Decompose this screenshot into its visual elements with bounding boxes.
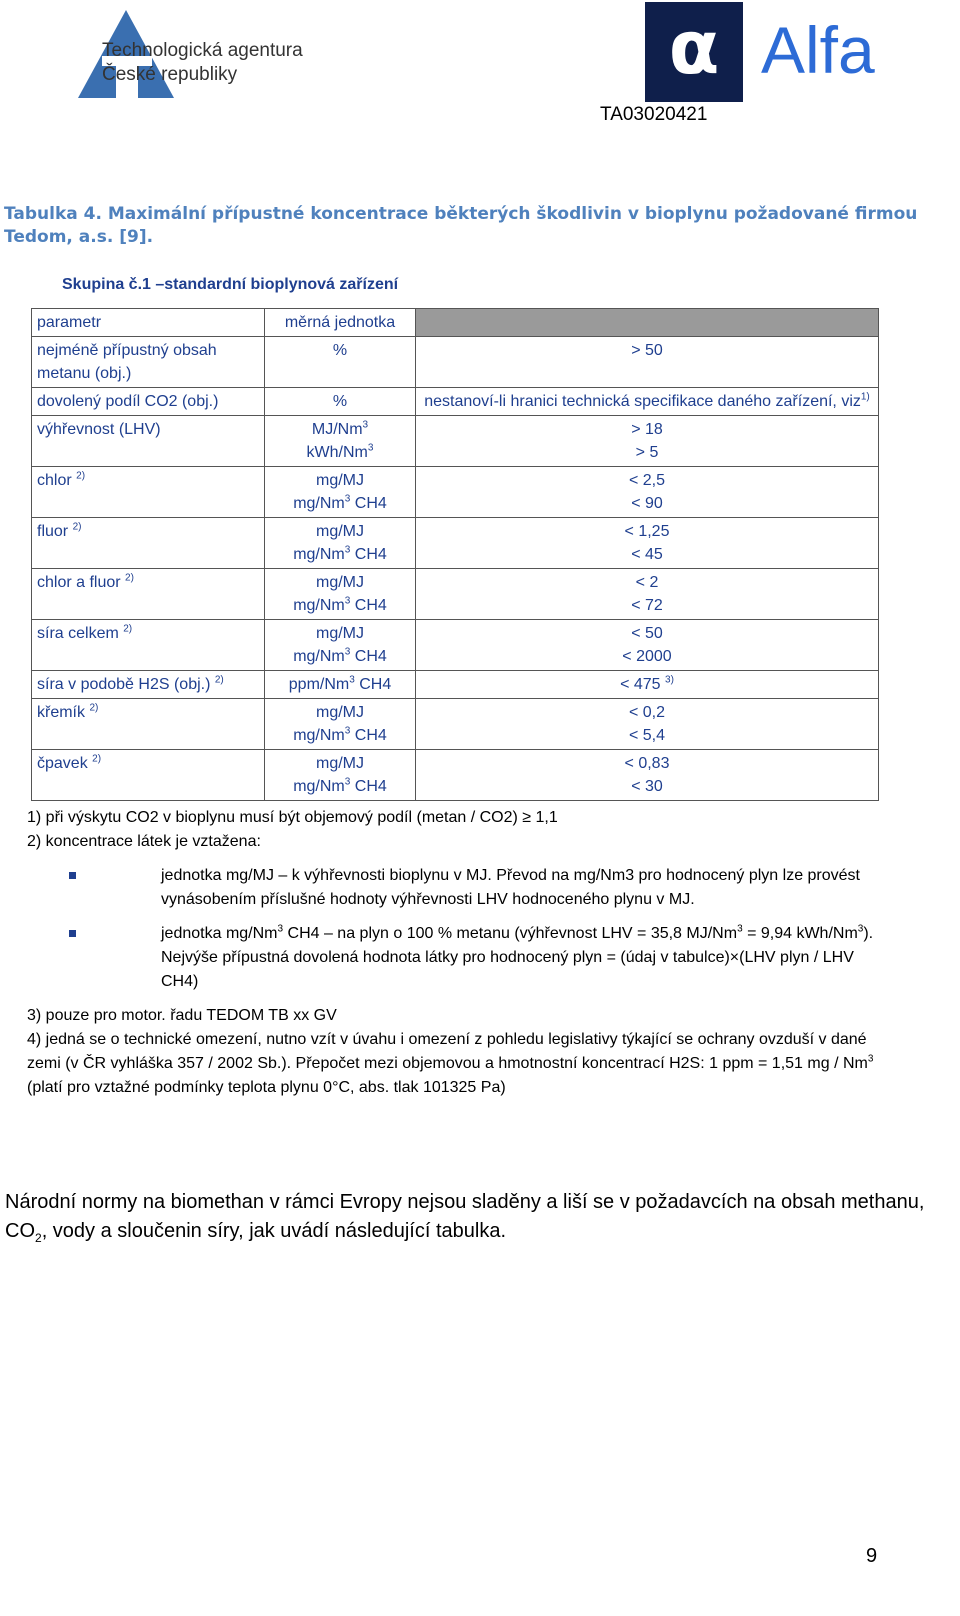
value-footnote: 3) <box>665 674 674 686</box>
table-row <box>32 671 879 699</box>
param-footnote: 2) <box>76 470 86 482</box>
square-bullet-icon <box>69 872 76 879</box>
row-unit <box>265 569 416 620</box>
param-footnote: 2) <box>92 753 102 765</box>
alfa-logo-word: Alfa <box>761 13 875 87</box>
bullet-text-c: = 9,94 kWh/Nm <box>742 925 858 942</box>
unit-line2: mg/Nm <box>293 727 345 744</box>
row-value: > 50 <box>416 337 879 388</box>
page-number: 9 <box>866 1545 878 1567</box>
value-line2: < 30 <box>631 778 663 795</box>
param-text: křemík <box>37 704 85 721</box>
param-footnote: 2) <box>123 623 133 635</box>
table-row <box>32 388 879 416</box>
unit-line2-suffix: CH4 <box>350 546 387 563</box>
param-text: čpavek <box>37 755 88 772</box>
param-footnote: 2) <box>125 572 134 584</box>
param-footnote: 2) <box>89 702 99 714</box>
body-text-b: , vody a sloučenin síry, jak uvádí následující tabulka. <box>41 1220 507 1242</box>
row-value <box>416 620 879 671</box>
alfa-logo-letter: α <box>668 5 720 91</box>
row-value <box>416 699 879 750</box>
unit-line2: mg/Nm <box>293 648 345 665</box>
note-bullet-2 <box>27 922 887 994</box>
param-text: chlor a fluor <box>37 574 121 591</box>
unit-suffix: CH4 <box>354 676 392 693</box>
group-title: Skupina č.1 –standardní bioplynová zařízení <box>62 276 399 293</box>
row-unit: % <box>265 337 416 388</box>
row-param <box>32 620 265 671</box>
unit-line2: mg/Nm <box>293 546 345 563</box>
table-caption: Tabulka 4. Maximální přípustné koncentrace běkterých škodlivin v bioplynu požadované firmou Tedom, a.s. [9]. <box>4 204 918 247</box>
unit-line2: mg/Nm <box>293 778 345 795</box>
table-row <box>32 518 879 569</box>
note-3: 3) pouze pro motor. řadu TEDOM TB xx GV <box>27 1007 337 1024</box>
table-row <box>32 467 879 518</box>
unit-text: ppm/Nm <box>288 676 350 693</box>
value-line1: < 0,83 <box>624 755 670 772</box>
unit-line2-sup: 3 <box>344 595 351 607</box>
row-value <box>416 671 879 699</box>
body-text-a: Národní normy na biomethan v rámci Evropy nejsou sladěny a liší se v požadavcích na obsah methanu, CO <box>5 1191 925 1242</box>
row-param: nejméně přípustný obsah metanu (obj.) <box>32 337 265 388</box>
row-unit <box>265 671 416 699</box>
row-unit <box>265 620 416 671</box>
row-value <box>416 569 879 620</box>
row-unit <box>265 750 416 801</box>
unit-line2-sup: 3 <box>344 646 351 658</box>
value-text: nestanoví-li hranici technická specifikace daného zařízení, viz <box>424 393 861 410</box>
unit-line1: mg/MJ <box>316 574 364 591</box>
unit-line2-suffix: CH4 <box>350 727 387 744</box>
note-4-text-a: 4) jedná se o technické omezení, nutno vzít v úvahu i omezení z pohledu legislativy týkající se ochrany ovzduší v dané zemi (v ČR vyhláška 357 / 2002 Sb.). Přepočet mezi objemovou a hmotnostní koncentrací H2S: 1 ppm = 1,51 mg / Nm <box>27 1031 868 1072</box>
table-row <box>32 416 879 467</box>
row-param <box>32 518 265 569</box>
row-param <box>32 467 265 518</box>
unit-line2-suffix: CH4 <box>350 495 387 512</box>
unit-line2: kWh/Nm <box>306 444 368 461</box>
param-text: chlor <box>37 472 72 489</box>
note-4-sup: 3 <box>867 1053 874 1065</box>
header-unit: měrná jednotka <box>265 309 416 337</box>
row-unit <box>265 467 416 518</box>
unit-line1-sup: 3 <box>362 419 369 431</box>
unit-sup: 3 <box>349 674 355 686</box>
value-line2: < 5,4 <box>628 727 666 744</box>
value-line1: > 18 <box>631 421 663 438</box>
table-row <box>32 620 879 671</box>
bullet-text-b: CH4 – na plyn o 100 % metanu (výhřevnost LHV = 35,8 MJ/Nm <box>283 925 738 942</box>
value-line2: < 90 <box>631 495 663 512</box>
bullet-sup-1: 3 <box>277 923 284 935</box>
row-unit <box>265 416 416 467</box>
value-line2: < 72 <box>631 597 663 614</box>
table-row <box>32 750 879 801</box>
row-value <box>416 416 879 467</box>
row-param: dovolený podíl CO2 (obj.) <box>32 388 265 416</box>
body-subscript: 2 <box>35 1231 42 1245</box>
unit-line2-sup: 3 <box>344 544 351 556</box>
table-header-row <box>32 309 879 337</box>
header-param: parametr <box>32 309 265 337</box>
row-param <box>32 671 265 699</box>
row-unit <box>265 699 416 750</box>
note-2: 2) koncentrace látek je vztažena: <box>27 833 261 850</box>
body-paragraph <box>5 1188 945 1246</box>
unit-line2-suffix: CH4 <box>350 648 387 665</box>
bullet-sup-3: 3 <box>857 923 864 935</box>
alfa-logo-icon <box>645 2 875 102</box>
tacr-name-line1: Technologická agentura <box>102 40 303 61</box>
value-footnote: 1) <box>860 391 870 403</box>
unit-line2-sup: 3 <box>344 776 351 788</box>
value-line1: < 2 <box>635 574 659 591</box>
param-text: síra v podobě H2S (obj.) <box>37 676 211 693</box>
unit-line2: mg/Nm <box>293 495 345 512</box>
note-4 <box>27 1028 887 1100</box>
bullet-text: jednotka mg/MJ – k výhřevnosti bioplynu v MJ. Převod na mg/Nm3 pro hodnocený plyn lze provést vynásobením příslušné hodnoty výhřevnosti LHV hodnoceného plynu v MJ. <box>161 867 860 908</box>
table-row <box>32 337 879 388</box>
header-value <box>416 309 879 337</box>
value-line1: < 1,25 <box>624 523 670 540</box>
unit-line1: mg/MJ <box>316 704 364 721</box>
value-line2: < 45 <box>631 546 663 563</box>
unit-line1: mg/MJ <box>316 625 364 642</box>
value-line2: > 5 <box>635 444 659 461</box>
row-value <box>416 388 879 416</box>
unit-line2-sup: 3 <box>367 442 374 454</box>
unit-line2: mg/Nm <box>293 597 345 614</box>
bullet-text-a: jednotka mg/Nm <box>161 925 278 942</box>
unit-line1: mg/MJ <box>316 523 364 540</box>
project-id: TA03020421 <box>600 104 708 125</box>
note-bullet-1 <box>27 864 887 912</box>
unit-line1: MJ/Nm <box>311 421 363 438</box>
table-notes <box>27 806 887 1100</box>
unit-line1: mg/MJ <box>316 755 364 772</box>
value-line1: < 2,5 <box>628 472 666 489</box>
tacr-name-line2: České republiky <box>102 64 238 85</box>
param-text: síra celkem <box>37 625 119 642</box>
param-text: fluor <box>37 523 69 540</box>
value-line1: < 0,2 <box>628 704 666 721</box>
unit-line1: mg/MJ <box>316 472 364 489</box>
unit-line2-suffix: CH4 <box>350 778 387 795</box>
unit-line2-sup: 3 <box>344 725 351 737</box>
unit-line2-suffix: CH4 <box>350 597 387 614</box>
bullet-text-d: ). Nejvýše přípustná dovolená hodnota látky pro hodnocený plyn = (údaj v tabulce)×(LHV plyn / LHV CH4) <box>161 925 874 990</box>
note-4-text-b: (platí pro vztažné podmínky teplota plynu 0°C, abs. tlak 101325 Pa) <box>27 1079 506 1096</box>
value-text: < 475 <box>620 676 661 693</box>
value-line1: < 50 <box>631 625 663 642</box>
row-param: výhřevnost (LHV) <box>32 416 265 467</box>
note-1: 1) při výskytu CO2 v bioplynu musí být objemový podíl (metan / CO2) ≥ 1,1 <box>27 809 558 826</box>
row-param <box>32 699 265 750</box>
unit-line2-sup: 3 <box>344 493 351 505</box>
param-footnote: 2) <box>214 674 224 686</box>
specification-table <box>31 308 879 801</box>
table-row <box>32 569 879 620</box>
bullet-sup-2: 3 <box>737 923 743 935</box>
row-unit: % <box>265 388 416 416</box>
table-row <box>32 699 879 750</box>
row-value <box>416 467 879 518</box>
row-param <box>32 750 265 801</box>
param-footnote: 2) <box>72 521 82 533</box>
row-param <box>32 569 265 620</box>
row-unit <box>265 518 416 569</box>
value-line2: < 2000 <box>622 648 672 665</box>
row-value <box>416 750 879 801</box>
row-value <box>416 518 879 569</box>
square-bullet-icon <box>69 930 76 937</box>
